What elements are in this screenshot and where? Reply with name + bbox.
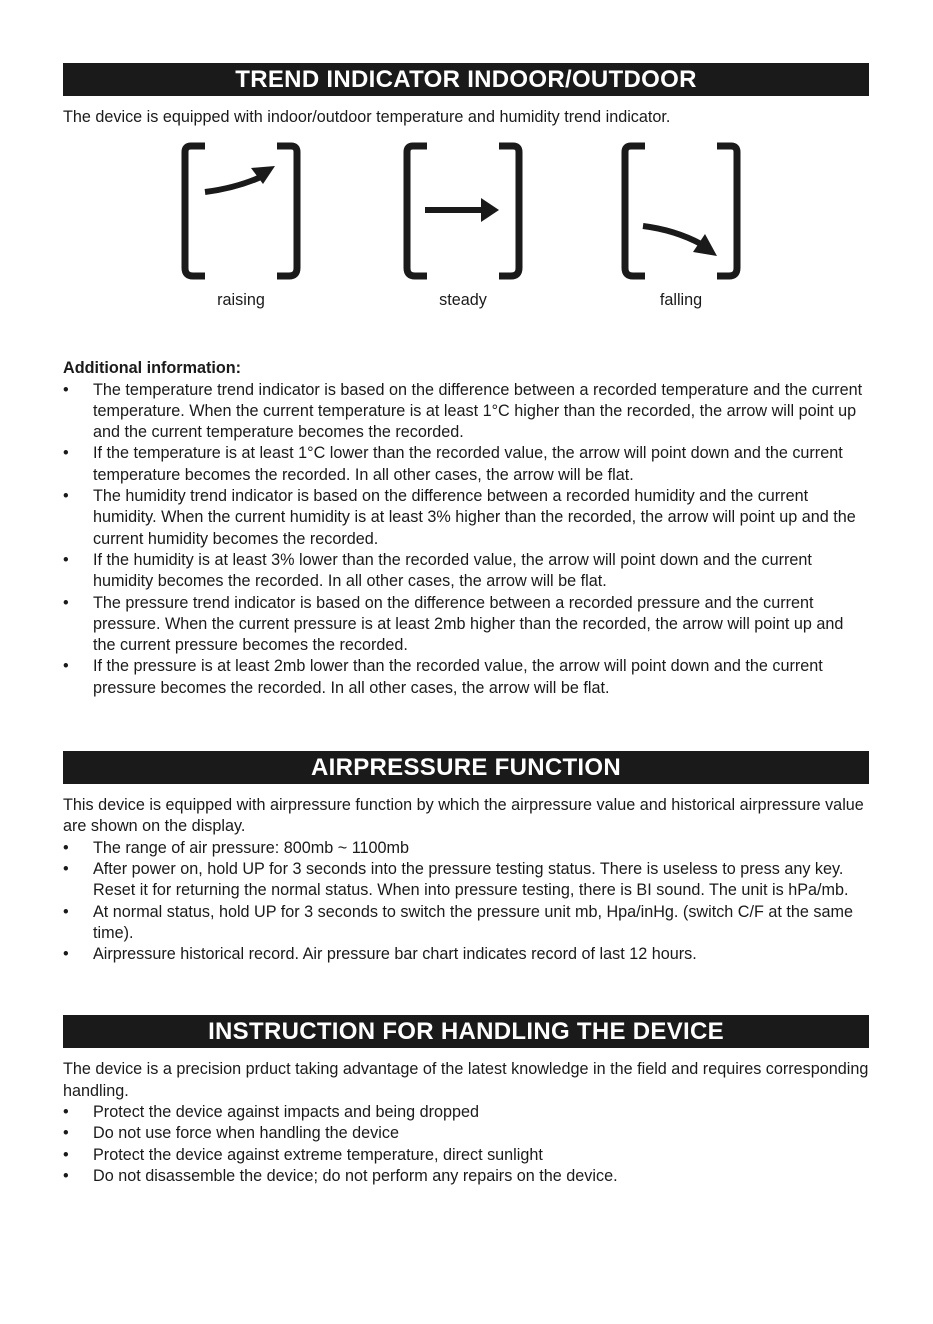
airpressure-bullet-list bbox=[63, 838, 869, 966]
trend-label-raising: raising bbox=[217, 291, 265, 310]
section-title-trend-indicator: TREND INDICATOR INDOOR/OUTDOOR bbox=[63, 63, 869, 96]
additional-info-heading: Additional information: bbox=[63, 359, 242, 378]
manual-page bbox=[63, 63, 869, 1187]
trend-icon-raising bbox=[176, 140, 306, 310]
list-item: • If the temperature is at least 1°C lower than the recorded value, the arrow will point down and the current temperature becomes the recorded. In all other cases, the arrow will be flat. bbox=[63, 444, 843, 484]
trend-icon-falling bbox=[616, 140, 746, 310]
trend-label-falling: falling bbox=[659, 291, 703, 310]
trend-intro-text: The device is equipped with indoor/outdoor temperature and humidity trend indicator. bbox=[63, 108, 671, 126]
list-item: • At normal status, hold UP for 3 seconds to switch the pressure unit mb, Hpa/inHg. (switch C/F at the same time). bbox=[63, 902, 853, 942]
list-item: • Protect the device against impacts and being dropped bbox=[63, 1103, 480, 1122]
list-item: • The range of air pressure: 800mb ~ 1100mb bbox=[63, 838, 409, 857]
list-item: • The temperature trend indicator is based on the difference between a recorded temperature and the current temperature. When the current temperature is at least 1°C higher than the recorded, the arrow will point up and the current temperature becomes the recorded. bbox=[63, 380, 863, 442]
section-title-handling: INSTRUCTION FOR HANDLING THE DEVICE bbox=[63, 1015, 869, 1048]
list-item: • The humidity trend indicator is based on the difference between a recorded humidity and the current humidity. When the current humidity is at least 3% higher than the recorded, the arrow will point up and the current humidity becomes the recorded. bbox=[63, 487, 856, 548]
raising-arrow-icon bbox=[179, 140, 303, 282]
trend-label-steady: steady bbox=[439, 291, 487, 310]
airpressure-intro-text: This device is equipped with airpressure function by which the airpressure value and historical airpressure value are shown on the display. bbox=[63, 796, 864, 836]
handling-bullet-list bbox=[63, 1102, 869, 1187]
list-item: • The pressure trend indicator is based on the difference between a recorded pressure and the current pressure. When the current pressure is at least 2mb higher than the recorded, the arrow will point up and the current pressure becomes the recorded. bbox=[63, 593, 844, 655]
list-item: • Do not use force when handling the device bbox=[63, 1124, 399, 1143]
trend-icon-steady bbox=[398, 140, 528, 310]
trend-icons-row bbox=[63, 140, 869, 340]
steady-arrow-icon bbox=[401, 140, 525, 282]
handling-intro-text: The device is a precision prduct taking advantage of the latest knowledge in the field and requires corresponding handling. bbox=[63, 1060, 869, 1100]
falling-arrow-icon bbox=[619, 140, 743, 282]
list-item: • Airpressure historical record. Air pressure bar chart indicates record of last 12 hours. bbox=[63, 945, 697, 964]
list-item: • If the humidity is at least 3% lower than the recorded value, the arrow will point down and the current humidity becomes the recorded. In all other cases, the arrow will be flat. bbox=[63, 550, 812, 591]
trend-bullet-list bbox=[63, 380, 869, 699]
list-item: • After power on, hold UP for 3 seconds into the pressure testing status. There is useless to press any key. Reset it for returning the normal status. When into pressure testing, there is BI sound. The unit is hPa/mb. bbox=[63, 859, 849, 900]
list-item: • If the pressure is at least 2mb lower than the recorded value, the arrow will point down and the current pressure becomes the recorded. In all other cases, the arrow will be flat. bbox=[63, 657, 823, 697]
list-item: • Do not disassemble the device; do not perform any repairs on the device. bbox=[63, 1166, 618, 1185]
section-title-airpressure: AIRPRESSURE FUNCTION bbox=[63, 751, 869, 784]
list-item: • Protect the device against extreme temperature, direct sunlight bbox=[63, 1145, 543, 1164]
